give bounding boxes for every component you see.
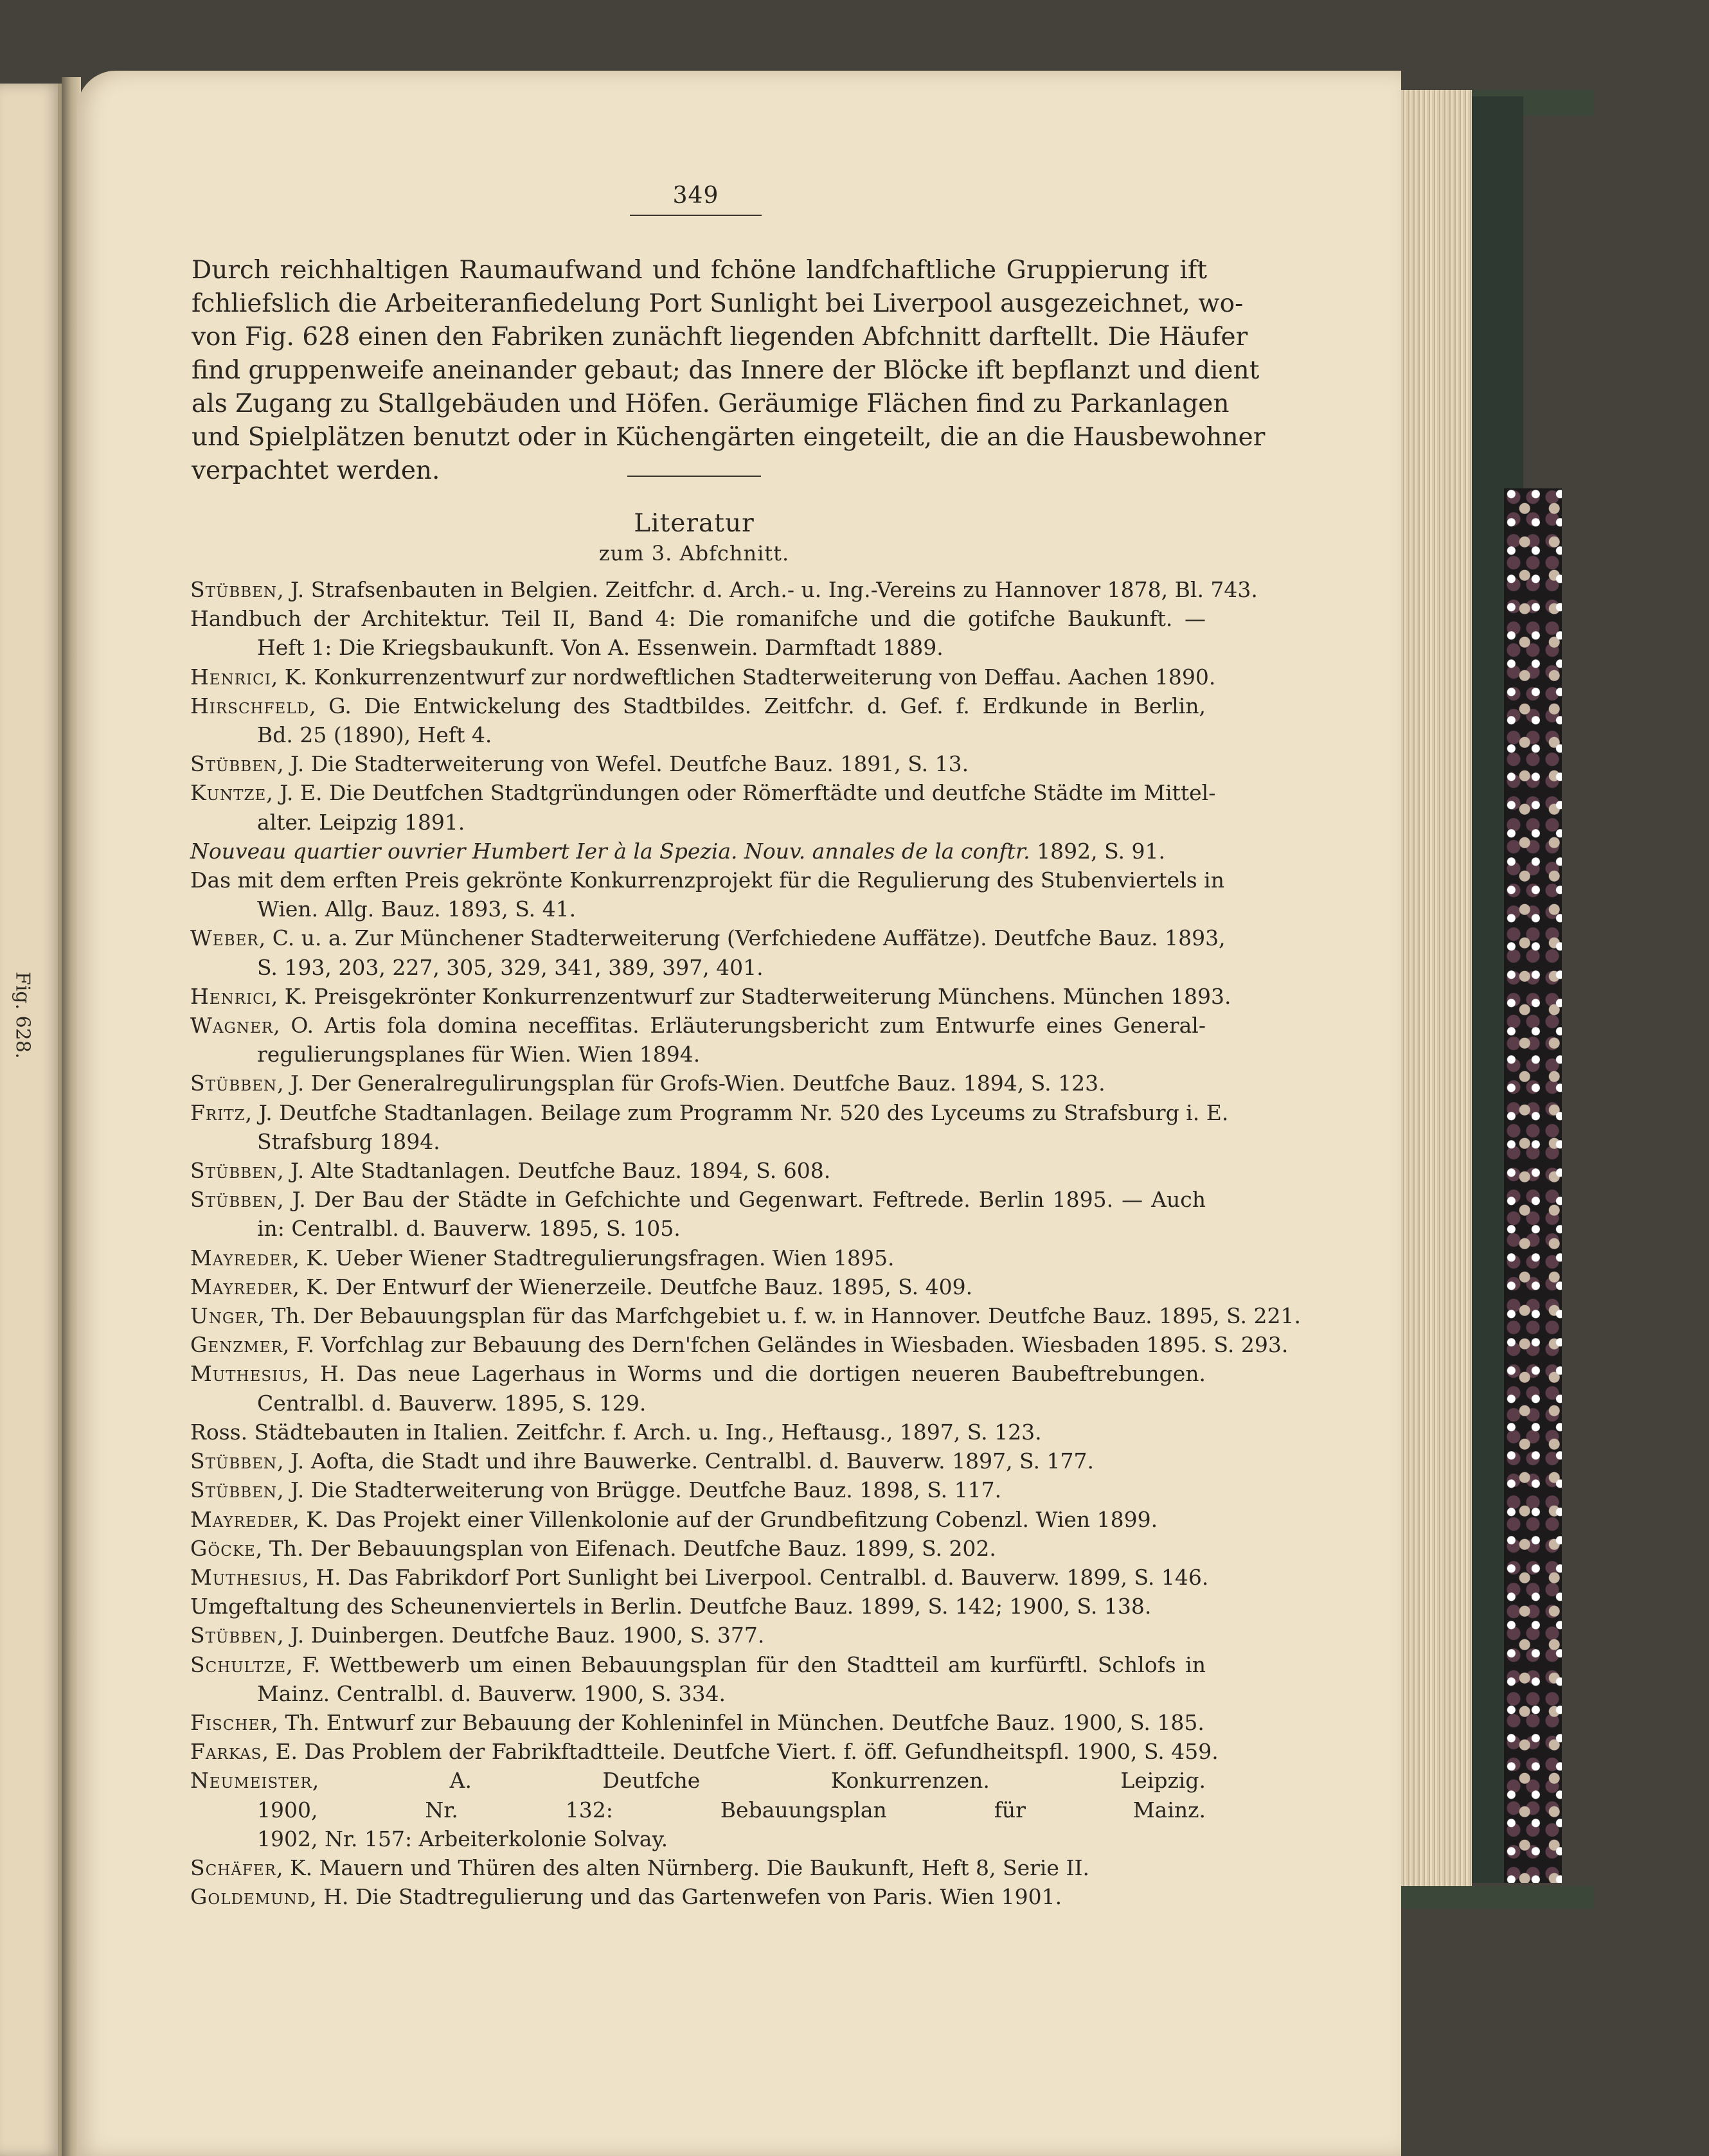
entry-text: Th. Entwurf zur Bebauung der Kohleninfel in München. Deutfche Bauz. 1900, S. 185. [285, 1709, 1204, 1735]
entry-first-line: Mayreder, K. Ueber Wiener Stadtregulierungsfragen. Wien 1895. [190, 1245, 895, 1270]
entry-first-line: Stübben, J. Der Bau der Städte in Gefchichte und Gegenwart. Feftrede. Berlin 1895. — Auch [190, 1187, 1206, 1213]
bibliography-entry [190, 1621, 1206, 1650]
entry-author: Hirschfeld [190, 693, 310, 718]
entry-text: K. Mauern und Thüren des alten Nürnberg. Die Baukunft, Heft 8, Serie II. [289, 1855, 1090, 1880]
entry-text: regulierungsplanes für Wien. Wien 1894. [257, 1042, 701, 1067]
entry-author: Fritz [190, 1100, 246, 1125]
entry-text: 1900, Nr. 132: Bebauungsplan für Mainz. [257, 1797, 1206, 1822]
entry-text: Umgeftaltung des Scheunenviertels in Berlin. Deutfche Bauz. 1899, S. 142; 1900, S. 138. [190, 1594, 1152, 1619]
literature-subtitle: zum 3. Abfchnitt. [598, 541, 790, 566]
bibliography-entry [190, 604, 1206, 662]
bibliography-entry [190, 1069, 1206, 1098]
bibliography-entry [190, 1272, 1206, 1301]
entry-text: J. Die Stadterweiterung von Wefel. Deutfche Bauz. 1891, S. 13. [291, 751, 969, 777]
entry-first-line: Stübben, J. Der Generalregulirungsplan für Grofs-Wien. Deutfche Bauz. 1894, S. 123. [190, 1071, 1105, 1096]
entry-text: Centralbl. d. Bauverw. 1895, S. 129. [257, 1390, 647, 1416]
entry-continuation-line [190, 1679, 1206, 1708]
bibliography-entry [190, 1330, 1289, 1359]
bibliography-entry [190, 575, 1258, 604]
intro-line: Durch reichhaltigen Raumaufwand und fchöne landfchaftliche Gruppierung ift [192, 256, 1207, 285]
entry-text: 1892, S. 91. [1030, 838, 1165, 864]
entry-first-line: Schäfer, K. Mauern und Thüren des alten Nürnberg. Die Baukunft, Heft 8, Serie II. [190, 1855, 1090, 1880]
entry-continuation-line [190, 895, 1206, 923]
entry-first-line: Kuntze, J. E. Die Deutfchen Stadtgründungen oder Römerftädte und deutfche Städte im Mittel- [190, 780, 1216, 806]
entry-first-line: Fischer, Th. Entwurf zur Bebauung der Kohleninfel in München. Deutfche Bauz. 1900, S. 185. [190, 1709, 1204, 1735]
entry-first-line: Wagner, O. Artis fola domina neceffitas. Erläuterungsbericht zum Entwurfe eines General- [190, 1013, 1206, 1038]
bibliography-entry [190, 837, 1206, 866]
entry-text: G. Die Entwickelung des Stadtbildes. Zeitfchr. d. Gef. f. Erdkunde in Berlin, [328, 693, 1206, 718]
entry-text: Th. Der Bebauungsplan von Eifenach. Deutfche Bauz. 1899, S. 202. [269, 1535, 996, 1561]
entry-first-line: Weber, C. u. a. Zur Münchener Stadterweiterung (Verfchiedene Auffätze). Deutfche Bauz. 1893, [190, 925, 1226, 951]
entry-text: J. Alte Stadtanlagen. Deutfche Bauz. 1894, S. 608. [291, 1158, 831, 1184]
page-number: 349 [672, 183, 719, 209]
entry-author: Stübben [190, 1071, 278, 1096]
figure-caption-rotated: Fig. 628. [11, 972, 34, 1059]
marbled-cover [1504, 488, 1562, 1883]
bibliography-entry [190, 1447, 1206, 1475]
entry-text: F. Vorfchlag zur Bebauung des Dern'fchen Geländes in Wiesbaden. Wiesbaden 1895. S. 293. [296, 1332, 1289, 1358]
bibliography-entry [190, 1882, 1206, 1911]
bibliography-entry [190, 1766, 1206, 1853]
entry-author: Stübben [190, 1623, 278, 1648]
bibliography-entry [190, 1737, 1219, 1766]
entry-author: Farkas [190, 1739, 262, 1765]
cover-bottom [1401, 1886, 1594, 1909]
entry-author: Wagner [190, 1013, 274, 1038]
entry-text: J. Der Generalregulirungsplan für Grofs-Wien. Deutfche Bauz. 1894, S. 123. [291, 1071, 1105, 1096]
bibliography-entry [190, 1359, 1206, 1417]
entry-author: Stübben [190, 751, 278, 777]
entry-author: Unger [190, 1303, 258, 1329]
entry-first-line: Stübben, J. Die Stadterweiterung von Wefel. Deutfche Bauz. 1891, S. 13. [190, 751, 969, 777]
entry-author: Stübben [190, 577, 278, 602]
entry-first-line [190, 837, 1206, 866]
bibliography-entry [190, 663, 1216, 691]
bibliography-entry [190, 1592, 1206, 1621]
entry-text: Handbuch der Architektur. Teil II, Band 4: Die romanifche und die gotifche Baukunft. — [190, 606, 1206, 632]
intro-line: fchliefslich die Arbeiteranfiedelung Port Sunlight bei Liverpool ausgezeichnet, wo- [192, 289, 1244, 318]
bibliography-entry [190, 923, 1226, 981]
facing-page-edge [0, 84, 62, 2156]
intro-line: als Zugang zu Stallgebäuden und Höfen. Geräumige Flächen find zu Parkanlagen [192, 389, 1230, 418]
entry-first-line: Genzmer, F. Vorfchlag zur Bebauung des Dern'fchen Geländes in Wiesbaden. Wiesbaden 1895. S. 293. [190, 1332, 1289, 1358]
entry-text: Wien. Allg. Bauz. 1893, S. 41. [257, 896, 577, 922]
intro-line: und Spielplätzen benutzt oder in Küchengärten eingeteilt, die an die Hausbewohner [192, 423, 1266, 452]
entry-text: H. Das neue Lagerhaus in Worms und die dortigen neueren Baubeftrebungen. [320, 1361, 1206, 1387]
entry-text: J. Der Bau der Städte in Gefchichte und Gegenwart. Feftrede. Berlin 1895. — Auch [292, 1187, 1206, 1213]
entry-first-line: Fritz, J. Deutfche Stadtanlagen. Beilage zum Programm Nr. 520 des Lyceums zu Strafsburg i. E. [190, 1100, 1229, 1125]
entry-author: Fischer [190, 1709, 272, 1735]
entry-author: Neumeister [190, 1768, 312, 1794]
entry-author: Muthesius [190, 1564, 303, 1590]
entry-first-line [190, 866, 1224, 895]
entry-text: J. Die Stadterweiterung von Brügge. Deutfche Bauz. 1898, S. 117. [291, 1477, 1002, 1503]
entry-author: Stübben [190, 1477, 278, 1503]
entry-text: C. u. a. Zur Münchener Stadterweiterung (Verfchiedene Auffätze). Deutfche Bauz. 1893, [272, 925, 1226, 951]
entry-author: Kuntze [190, 780, 267, 806]
entry-first-line: Stübben, J. Aofta, die Stadt und ihre Bauwerke. Centralbl. d. Bauverw. 1897, S. 177. [190, 1448, 1094, 1474]
bibliography-entry [190, 1505, 1206, 1534]
entry-author: Mayreder [190, 1506, 293, 1532]
entry-first-line: Goldemund, H. Die Stadtregulierung und das Gartenwefen von Paris. Wien 1901. [190, 1884, 1062, 1910]
literature-title: Literatur [634, 509, 755, 538]
entry-first-line: Mayreder, K. Das Projekt einer Villenkolonie auf der Grundbefitzung Cobenzl. Wien 1899. [190, 1506, 1158, 1532]
entry-author: Mayreder [190, 1274, 293, 1299]
entry-author: Stübben [190, 1187, 278, 1213]
bibliography-entry [190, 982, 1231, 1011]
entry-text: Ross. Städtebauten in Italien. Zeitfchr. f. Arch. u. Ing., Heftausg., 1897, S. 123. [190, 1419, 1042, 1445]
bibliography-entry [190, 691, 1206, 749]
entry-text: Heft 1: Die Kriegsbaukunft. Von A. Essenwein. Darmftadt 1889. [257, 635, 944, 661]
page-stack-edge [1401, 90, 1472, 1896]
entry-author: Henrici [190, 983, 271, 1009]
entry-text: Strafsburg 1894. [257, 1128, 440, 1154]
intro-line: von Fig. 628 einen den Fabriken zunächft liegenden Abfchnitt darftellt. Die Häufer [192, 323, 1248, 352]
entry-first-line [190, 604, 1206, 633]
entry-first-line: Mayreder, K. Der Entwurf der Wienerzeile. Deutfche Bauz. 1895, S. 409. [190, 1274, 973, 1299]
entry-continuation-line [190, 1824, 1206, 1853]
entry-first-line: Stübben, J. Die Stadterweiterung von Brügge. Deutfche Bauz. 1898, S. 117. [190, 1477, 1002, 1503]
bibliography-entry [190, 1563, 1209, 1592]
entry-first-line: Henrici, K. Konkurrenzentwurf zur nordweftlichen Stadterweiterung von Deffau. Aachen 1890. [190, 664, 1216, 690]
entry-italic-title: Nouveau quartier ouvrier Humbert Ier à la Spezia. Nouv. annales de la conftr. [190, 838, 1030, 864]
entry-first-line: Muthesius, H. Das neue Lagerhaus in Worms und die dortigen neueren Baubeftrebungen. [190, 1361, 1206, 1387]
bibliography-entry [190, 1011, 1206, 1069]
bibliography-entry [190, 1098, 1229, 1156]
entry-text: H. Die Stadtregulierung und das Gartenwefen von Paris. Wien 1901. [323, 1884, 1062, 1910]
entry-text: Bd. 25 (1890), Heft 4. [257, 722, 492, 748]
bibliography-entry [190, 749, 1206, 778]
entry-text: J. Strafsenbauten in Belgien. Zeitfchr. d. Arch.- u. Ing.-Vereins zu Hannover 1878, Bl. 743. [291, 577, 1258, 602]
entry-continuation-line [190, 720, 1206, 749]
bibliography-entry [190, 1534, 1206, 1563]
entry-text: K. Der Entwurf der Wienerzeile. Deutfche Bauz. 1895, S. 409. [306, 1274, 973, 1299]
entry-text: E. Das Problem der Fabrikftadtteile. Deutfche Viert. f. öff. Gefundheitspfl. 1900, S. 459. [275, 1739, 1219, 1765]
entry-text: S. 193, 203, 227, 305, 329, 341, 389, 397, 401. [257, 954, 764, 980]
page-number-rule [630, 215, 762, 216]
entry-first-line: Unger, Th. Der Bebauungsplan für das Marfchgebiet u. f. w. in Hannover. Deutfche Bauz. 1895, S. 221. [190, 1303, 1302, 1329]
entry-text: Th. Der Bebauungsplan für das Marfchgebiet u. f. w. in Hannover. Deutfche Bauz. 1895, S. 221. [271, 1303, 1302, 1329]
bibliography-entry [190, 1301, 1302, 1330]
entry-text: K. Ueber Wiener Stadtregulierungsfragen. Wien 1895. [306, 1245, 895, 1270]
entry-author: Muthesius [190, 1361, 303, 1387]
entry-text: A. Deutfche Konkurrenzen. Leipzig. [449, 1768, 1206, 1794]
entry-author: Göcke [190, 1535, 256, 1561]
entry-continuation-line [190, 1214, 1206, 1243]
entry-text: Das mit dem erften Preis gekrönte Konkurrenzprojekt für die Regulierung des Stubenviertels in [190, 868, 1224, 893]
entry-text: K. Das Projekt einer Villenkolonie auf der Grundbefitzung Cobenzl. Wien 1899. [306, 1506, 1158, 1532]
bibliography-entry [190, 1650, 1206, 1708]
bibliography-entry [190, 866, 1224, 923]
entry-author: Schultze [190, 1652, 287, 1677]
bibliography-entry [190, 1156, 1206, 1185]
entry-text: H. Das Fabrikdorf Port Sunlight bei Liverpool. Centralbl. d. Bauverw. 1899, S. 146. [316, 1564, 1209, 1590]
entry-first-line [190, 1418, 1206, 1447]
bibliography-entry [190, 778, 1216, 836]
bibliography-entry [190, 1853, 1206, 1882]
entry-author: Henrici [190, 664, 271, 690]
intro-paragraph [192, 254, 1266, 488]
entry-text: J. E. Die Deutfchen Stadtgründungen oder Römerftädte und deutfche Städte im Mittel- [280, 780, 1216, 806]
entry-first-line: Stübben, J. Duinbergen. Deutfche Bauz. 1900, S. 377. [190, 1623, 765, 1648]
entry-author: Genzmer [190, 1332, 283, 1358]
entry-author: Schäfer [190, 1855, 276, 1880]
entry-first-line: Stübben, J. Alte Stadtanlagen. Deutfche Bauz. 1894, S. 608. [190, 1158, 831, 1184]
bibliography-entry [190, 1185, 1206, 1243]
entry-first-line: Stübben, J. Strafsenbauten in Belgien. Zeitfchr. d. Arch.- u. Ing.-Vereins zu Hannover 1878, Bl. 743. [190, 577, 1258, 602]
bibliography-entry [190, 1708, 1206, 1737]
entry-text: K. Konkurrenzentwurf zur nordweftlichen Stadterweiterung von Deffau. Aachen 1890. [284, 664, 1216, 690]
bibliography-entry [190, 1418, 1206, 1447]
entry-text: J. Deutfche Stadtanlagen. Beilage zum Programm Nr. 520 des Lyceums zu Strafsburg i. E. [258, 1100, 1229, 1125]
entry-text: Mainz. Centralbl. d. Bauverw. 1900, S. 334. [257, 1680, 726, 1706]
entry-first-line: Farkas, E. Das Problem der Fabrikftadtteile. Deutfche Viert. f. öff. Gefundheitspfl. 1900, S. 459. [190, 1739, 1219, 1765]
entry-continuation-line [190, 1040, 1206, 1069]
bibliography-entry [190, 1475, 1206, 1504]
entry-text: in: Centralbl. d. Bauverw. 1895, S. 105. [257, 1216, 681, 1242]
entry-author: Goldemund [190, 1884, 310, 1910]
entry-author: Weber [190, 925, 259, 951]
entry-continuation-line [190, 953, 1206, 982]
entry-author: Mayreder [190, 1245, 293, 1270]
entry-first-line: Henrici, K. Preisgekrönter Konkurrenzentwurf zur Stadterweiterung Münchens. München 1893. [190, 983, 1231, 1009]
intro-line: verpachtet werden. [192, 456, 440, 485]
entry-first-line: Muthesius, H. Das Fabrikdorf Port Sunlight bei Liverpool. Centralbl. d. Bauverw. 1899, S. 146. [190, 1564, 1209, 1590]
section-rule [627, 476, 761, 477]
bibliography-list [190, 575, 1302, 1911]
entry-text: K. Preisgekrönter Konkurrenzentwurf zur Stadterweiterung Münchens. München 1893. [284, 983, 1231, 1009]
entry-first-line [190, 1592, 1206, 1621]
entry-text: 1902, Nr. 157: Arbeiterkolonie Solvay. [257, 1826, 668, 1851]
entry-continuation-line [190, 1795, 1206, 1824]
entry-author: Stübben [190, 1158, 278, 1184]
entry-text: alter. Leipzig 1891. [257, 809, 465, 835]
entry-text: O. Artis fola domina neceffitas. Erläuterungsbericht zum Entwurfe eines General- [291, 1013, 1206, 1038]
bibliography-entry [190, 1243, 1206, 1272]
entry-continuation-line [190, 633, 1206, 662]
intro-line: find gruppenweife aneinander gebaut; das Innere der Blöcke ift bepflanzt und dient [192, 356, 1260, 385]
entry-first-line: Hirschfeld, G. Die Entwickelung des Stadtbildes. Zeitfchr. d. Gef. f. Erdkunde in Berlin, [190, 693, 1206, 718]
entry-continuation-line [190, 1389, 1206, 1418]
entry-first-line: Schultze, F. Wettbewerb um einen Bebauungsplan für den Stadtteil am kurfürftl. Schlofs in [190, 1652, 1206, 1677]
entry-continuation-line [190, 808, 1206, 837]
entry-text: J. Aofta, die Stadt und ihre Bauwerke. Centralbl. d. Bauverw. 1897, S. 177. [291, 1448, 1094, 1474]
entry-author: Stübben [190, 1448, 278, 1474]
entry-text: F. Wettbewerb um einen Bebauungsplan für den Stadtteil am kurfürftl. Schlofs in [302, 1652, 1206, 1677]
entry-continuation-line [190, 1127, 1206, 1156]
entry-text: J. Duinbergen. Deutfche Bauz. 1900, S. 377. [291, 1623, 765, 1648]
entry-first-line: Neumeister, A. Deutfche Konkurrenzen. Leipzig. [190, 1768, 1206, 1794]
entry-first-line: Göcke, Th. Der Bebauungsplan von Eifenach. Deutfche Bauz. 1899, S. 202. [190, 1535, 996, 1561]
